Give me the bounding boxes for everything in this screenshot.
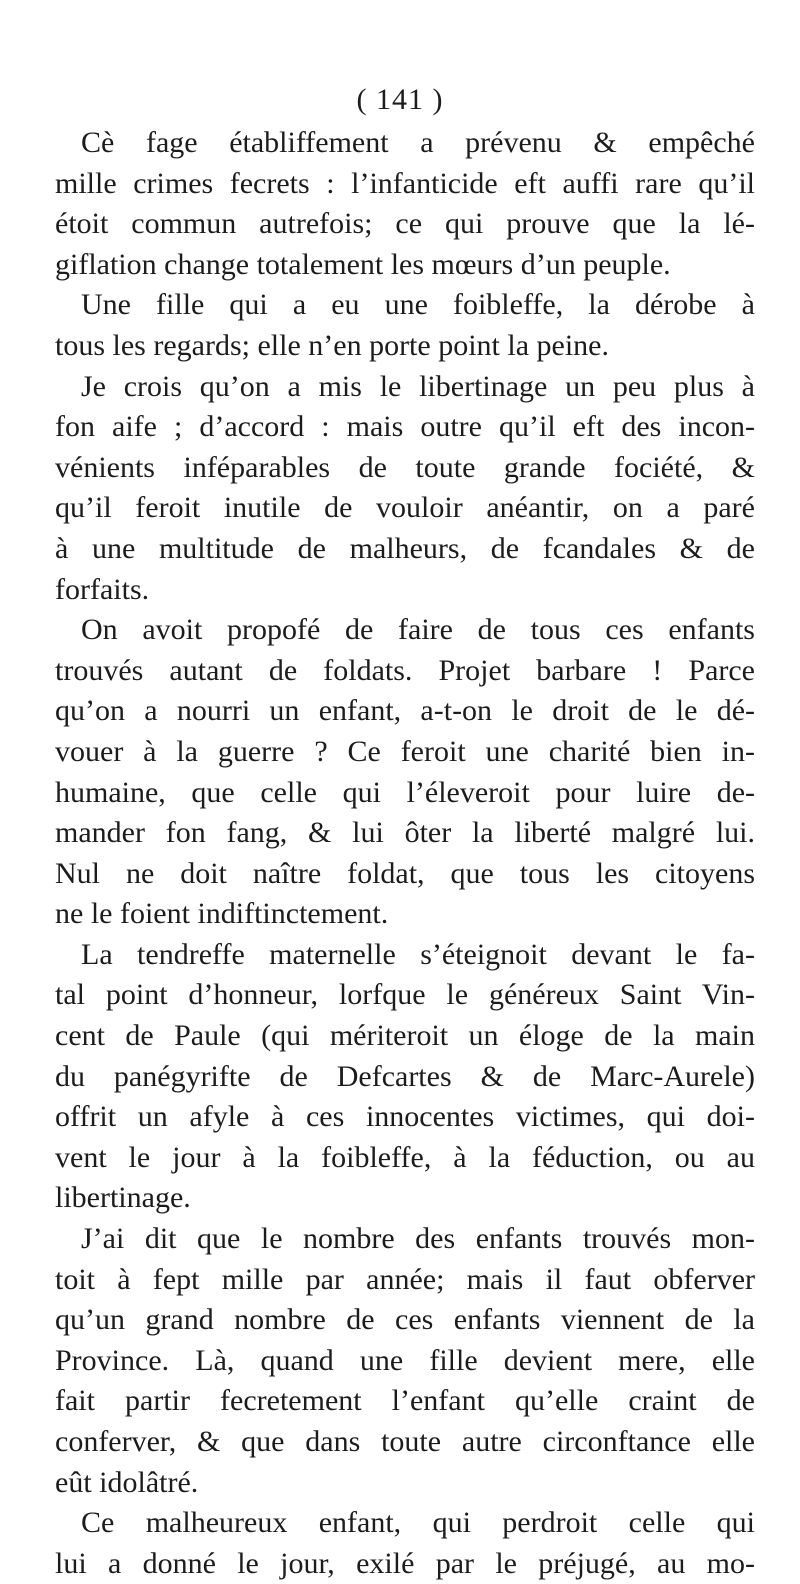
text-line: libertinage. <box>55 1181 191 1215</box>
text-line: Ce malheureux enfant, qui perdroit celle qui <box>81 1506 755 1540</box>
text-line: qu’on a nourri un enfant, a-t-on le droit de le dé- <box>55 694 755 728</box>
page-number: ( 141 ) <box>356 83 444 116</box>
body-text <box>55 123 755 1584</box>
text-line: cent de Paule (qui mériteroit un éloge de la main <box>55 1019 755 1053</box>
text-line: à une multitude de malheurs, de fcandales & de <box>55 531 755 565</box>
text-line: humaine, que celle qui l’éleveroit pour luire de- <box>55 775 755 809</box>
text-line: mille crimes fecrets : l’infanticide eft auffi rare qu’il <box>55 166 755 200</box>
text-line: La tendreffe maternelle s’éteignoit devant le fa- <box>81 937 755 971</box>
text-line: offrit un afyle à ces innocentes victimes, qui doi- <box>55 1100 755 1134</box>
text-line: eût idolâtré. <box>55 1465 199 1499</box>
text-line: Je crois qu’on a mis le libertinage un peu plus à <box>81 369 755 403</box>
text-line: qu’un grand nombre de ces enfants viennent de la <box>55 1303 755 1337</box>
text-line: toit à fept mille par année; mais il faut obferver <box>55 1262 755 1296</box>
text-line: mander fon fang, & lui ôter la liberté malgré lui. <box>55 816 755 850</box>
text-line: vénients inféparables de toute grande fociété, & <box>55 450 755 484</box>
text-line: lui a donné le jour, exilé par le préjugé, au mo- <box>55 1546 755 1580</box>
text-line: tous les regards; elle n’en porte point la peine. <box>55 328 609 362</box>
text-line: giflation change totalement les mœurs d’un peuple. <box>55 247 671 281</box>
text-line: J’ai dit que le nombre des enfants trouvés mon- <box>81 1222 755 1256</box>
text-line: ne le foient indiftinctement. <box>55 897 389 931</box>
text-line: trouvés autant de foldats. Projet barbare ! Parce <box>55 653 755 687</box>
text-line: vouer à la guerre ? Ce feroit une charité bien in- <box>55 734 755 768</box>
text-line: fon aife ; d’accord : mais outre qu’il eft des incon- <box>55 410 755 444</box>
text-line: tal point d’honneur, lorfque le généreux Saint Vin- <box>55 978 755 1012</box>
text-line: On avoit propofé de faire de tous ces enfants <box>81 613 755 647</box>
text-line: fait partir fecretement l’enfant qu’elle craint de <box>55 1384 755 1418</box>
text-line: Province. Là, quand une fille devient mere, elle <box>55 1343 755 1377</box>
text-line: Nul ne doit naître foldat, que tous les citoyens <box>55 856 755 890</box>
text-line: étoit commun autrefois; ce qui prouve que la lé- <box>55 207 755 241</box>
text-line: Cè fage établiffement a prévenu & empêché <box>81 126 755 159</box>
text-line: qu’il feroit inutile de vouloir anéantir, on a paré <box>55 491 755 525</box>
text-line: vent le jour à la foibleffe, à la féduction, ou au <box>55 1140 755 1174</box>
text-line: forfaits. <box>55 572 150 606</box>
text-line: conferver, & que dans toute autre circonftance elle <box>55 1425 755 1458</box>
text-line: du panégyrifte de Defcartes & de Marc-Aurele) <box>55 1059 755 1093</box>
text-line: Une fille qui a eu une foibleffe, la dérobe à <box>81 288 755 322</box>
